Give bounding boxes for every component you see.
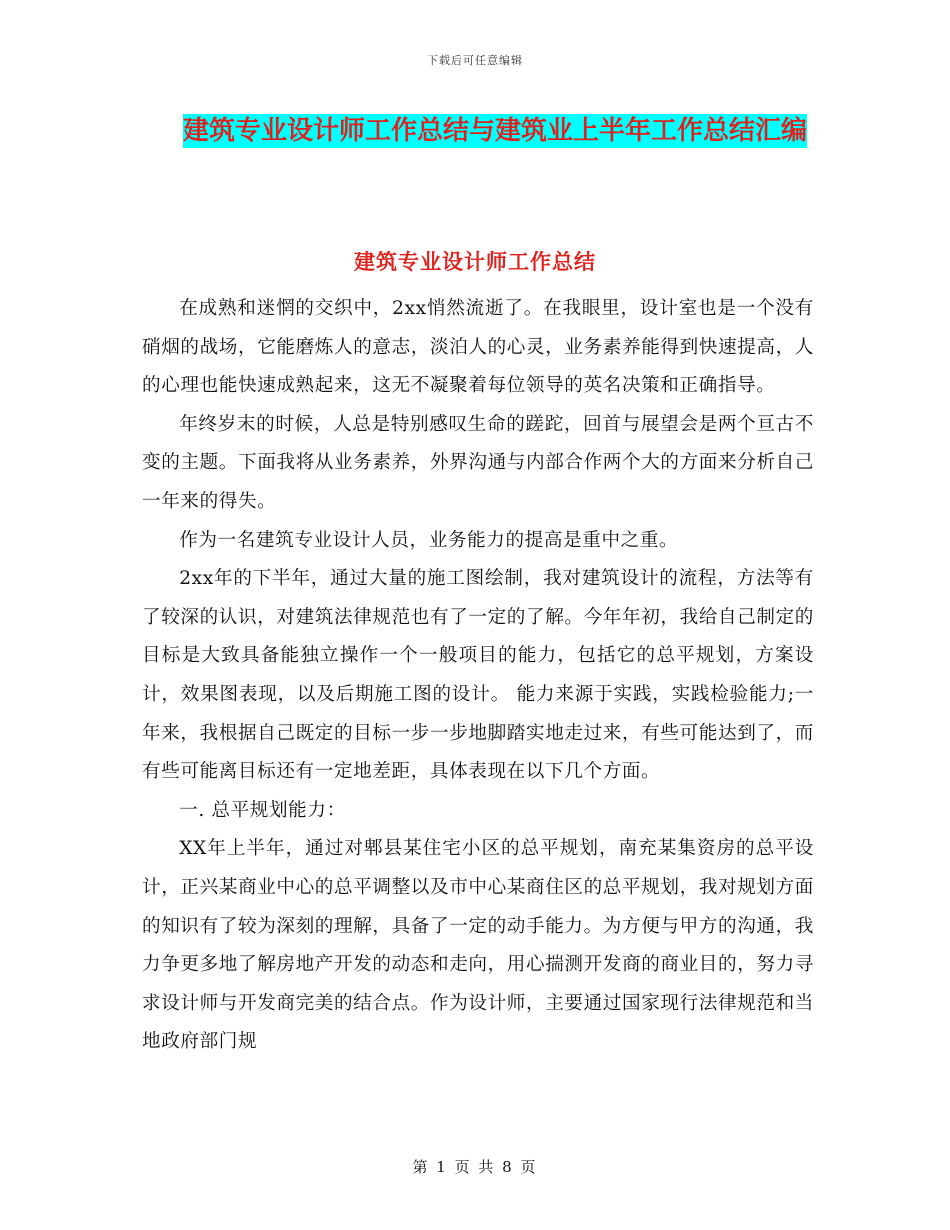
paragraph: 2xx年的下半年，通过大量的施工图绘制，我对建筑设计的流程，方法等有了较深的认识，对建筑法律规范也有了一定的了解。今年年初，我给自己制定的目标是大致具备能独立操作一个一般项目的能力，包括它的总平规划，方案设计，效果图表现，以及后期施工图的设计。 能力来源于实践，实践检验能力;一年来，我根据自己既定的目标一步一步地脚踏实地走过来，有些可能达到了，而有些可能离目标还有一定地差距，具体表现在以下几个方面。 (142, 568, 814, 783)
paragraph: 年终岁末的时候，人总是特别感叹生命的蹉跎，回首与展望会是两个亘古不变的主题。下面我将从业务素养，外界沟通与内部合作两个大的方面来分析自己一年来的得失。 (142, 413, 814, 512)
paragraph: 在成熟和迷惘的交织中，2xx悄然流逝了。在我眼里，设计室也是一个没有硝烟的战场，它能磨炼人的意志，淡泊人的心灵，业务素养能得到快速提高，人的心理也能快速成熟起来，这无不凝聚着每位领导的英名决策和正确指导。 (142, 298, 814, 397)
section-title: 建筑专业设计师工作总结 (354, 250, 596, 274)
header-note: 下载后可任意编辑 (427, 54, 523, 67)
paragraph: XX年上半年，通过对郫县某住宅小区的总平规划，南充某集资房的总平设计，正兴某商业中心的总平调整以及市中心某商住区的总平规划，我对规划方面的知识有了较为深刻的理解，具备了一定的动手能力。为方便与甲方的沟通，我力争更多地了解房地产开发的动态和走向，用心揣测开发商的商业目的，努力寻求设计师与开发商完美的结合点。作为设计师，主要通过国家现行法律规范和当地政府部门规 (142, 838, 814, 1053)
paragraph: 作为一名建筑专业设计人员，业务能力的提高是重中之重。 (179, 529, 679, 551)
document-title-text: 建筑专业设计师工作总结与建筑业上半年工作总结汇编 (182, 116, 807, 146)
document-title (180, 108, 810, 154)
page-number: 第 1 页 共 8 页 (412, 1158, 538, 1176)
list-heading: 一. 总平规划能力： (179, 799, 346, 821)
document-body (142, 290, 814, 1062)
